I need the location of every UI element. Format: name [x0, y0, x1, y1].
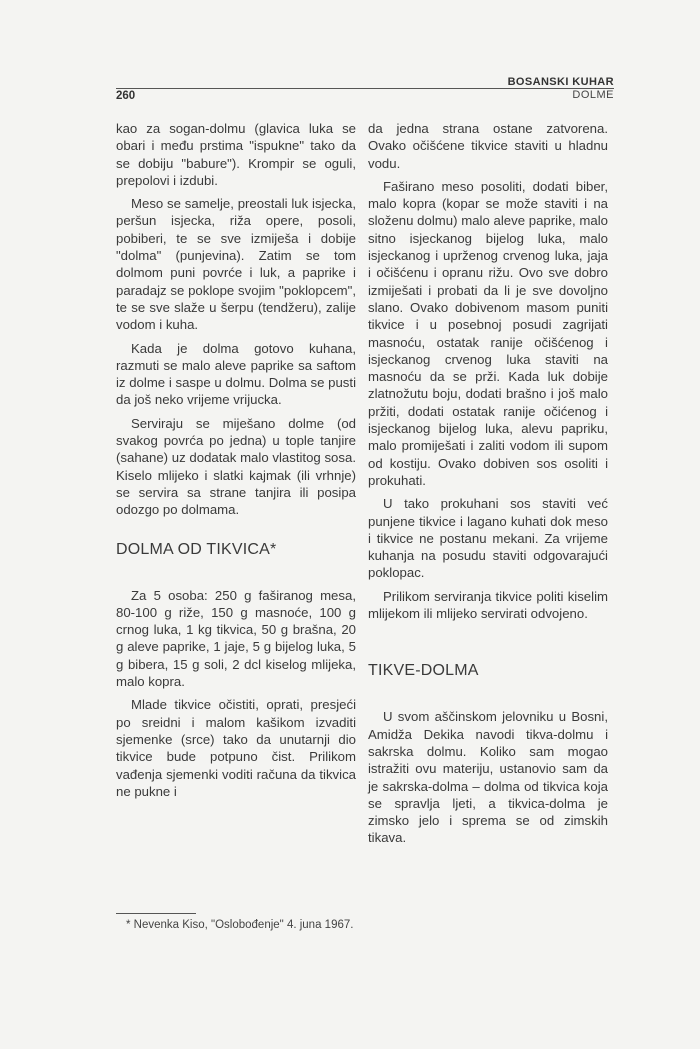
recipe-heading: TIKVE-DOLMA	[368, 662, 479, 680]
footnote-rule	[116, 913, 196, 914]
paragraph: Meso se samelje, preostali luk isjecka, peršun isjecka, riža opere, posoli, pobiberi, te se sve izmiješa i dobije "dolma" (punjevina). Zatim se tom dolmom puni povrće i luk, a paprike i paradajz se poklope svojim "poklopcem", te se sve slaže u šerpu (tendžeru), zalije vodom i kuha.	[116, 196, 356, 333]
book-title: BOSANSKI KUHAR	[507, 76, 614, 88]
paragraph: U tako prokuhani sos staviti već punjene tikvice i lagano kuhati dok meso i tikvice ne postanu mekani. Za vrijeme kuhanja na posudu staviti odgovarajući poklopac.	[368, 496, 608, 581]
paragraph: Kada je dolma gotovo kuhana, razmuti se malo aleve paprike sa saftom iz dolme i saspe u dolmu. Dolma se pusti da još neko vrijeme vrijucka.	[116, 340, 356, 408]
page-number: 260	[116, 90, 136, 102]
paragraph: kao za sogan-dolmu (glavica luka se obari i među prstima "ispukne" tako da se dobiju "babure"). Krompir se oguli, prepolovi i izdubi.	[116, 121, 356, 188]
right-column	[368, 120, 608, 853]
header-rule	[116, 88, 614, 89]
paragraph: Mlade tikvice očistiti, oprati, presjeći po sreidni i malom kašikom izvaditi sjemenke (srce) tako da unutarnji dio tikvice bude potpuno čist. Prilikom vađenja sjemenki voditi računa da tikvica ne pukne i	[116, 697, 356, 799]
paragraph: Prilikom serviranja tikvice politi kiselim mlijekom ili mlijeko servirati odvojeno.	[368, 588, 608, 622]
left-column	[116, 120, 356, 806]
paragraph: Serviraju se miješano dolme (od svakog povrća po jedna) u tople tanjire (sahane) uz dodatak malo vlastitog sosa. Kiselo mlijeko i slatki kajmak (ili vrhnje) se servira sa strane tanjira ili posipa odozgo po dolmama.	[116, 415, 356, 518]
paragraph: da jedna strana ostane zatvorena. Ovako očišćene tikvice staviti u hladnu vodu.	[368, 121, 608, 171]
section-title: DOLME	[572, 89, 614, 101]
ingredients-paragraph: Za 5 osoba: 250 g faširanog mesa, 80-100 g riže, 150 g masnoće, 100 g crnog luka, 1 kg tikvica, 50 g brašna, 20 g aleve paprike, 1 jaje, 5 g bijelog luka, 5 g bibera, 15 g soli, 2 dcl kiselog mlijeka, malo kopra.	[116, 587, 356, 690]
footnote: * Nevenka Kiso, "Oslobođenje" 4. juna 1967.	[126, 919, 354, 931]
paragraph: Faširano meso posoliti, dodati biber, malo kopra (kopar se može staviti i na složenu dolmu) malo aleve paprike, malo sitno isjeckanog bijelog luka, malo isjeckanog i uprženog crvenog luka, jaja i očišćenu i opranu rižu. Ovo sve dobro izmiješati i probati da li je sve dovoljno slano. Ovako dobivenom masom puniti tikvice i u posebnoj posudi zagrijati masnoću, ostatak ranije očišćenog i isjeckanog crvenog luka staviti na masnoću da se prži. Kada luk dobije zlatnožutu boju, dodati brašno i još malo pržiti, dodati ostatak ranije očićenog i isjeckanog bijelog luka, alevu papriku, malo promiješati i zaliti vodom ili supom od kostiju. Ovako dobiven sos osoliti i prokuhati.	[368, 178, 608, 488]
recipe-heading: DOLMA OD TIKVICA*	[116, 540, 277, 558]
running-header	[508, 76, 614, 102]
paragraph: U svom aščinskom jelovniku u Bosni, Amidža Dekika navodi tikva-dolmu i sakrska dolmu. Koliko sam mogao istražiti ovu materiju, ustanovio sam da je sakrska-dolma – dolma od tikvica koja se spravlja ljeti, a tikvica-dolma je zimsko jelo i sprema se od zimskih tikava.	[368, 709, 608, 846]
